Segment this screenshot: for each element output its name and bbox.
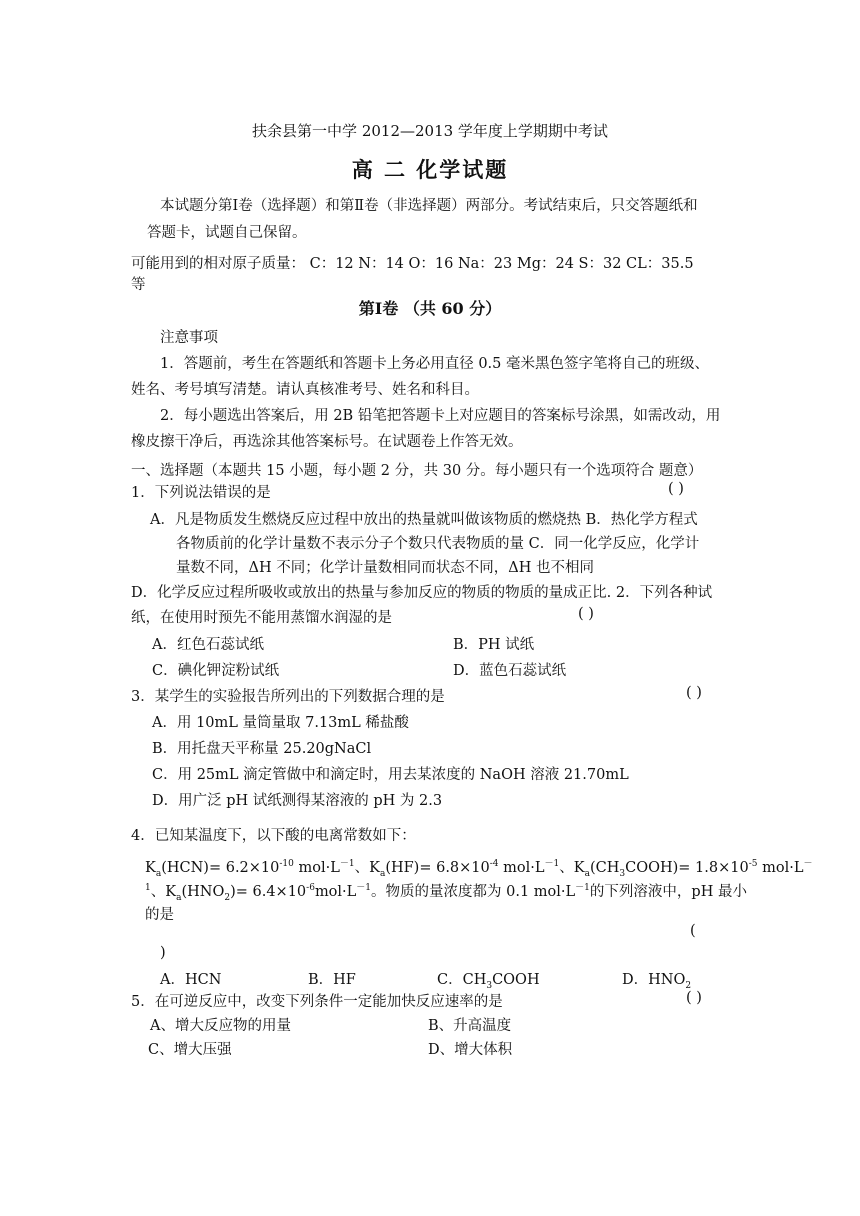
q3-option-d: D．用广泛 pH 试纸测得某溶液的 pH 为 2.3 [152, 793, 443, 809]
intro-line-2: 答题卡，试题自己保留。 [147, 225, 307, 241]
q1-answer-bracket: ( ) [668, 481, 684, 497]
q5-option-d: D、增大体积 [428, 1042, 513, 1058]
q5-option-c: C、增大压强 [148, 1042, 232, 1058]
q4-option-c: C．$CH_3COOH$ [437, 972, 540, 991]
q5-answer-bracket: ( ) [686, 990, 702, 1006]
q3-answer-bracket: ( ) [686, 685, 702, 701]
school-exam-title: 扶余县第一中学 2012—2013 学年度上学期期中考试 [252, 122, 608, 140]
q2-option-b: B．PH 试纸 [453, 637, 535, 653]
note-1-line-1: 1．答题前，考生在答题纸和答题卡上务必用直径 0.5 毫米黑色签字笔将自己的班级、 [160, 356, 710, 372]
q1-option-d-line: D．化学反应过程所吸收或放出的热量与参加反应的物质的物质的量成正比. 2．下列各种试 [131, 585, 713, 601]
q3-option-a: A．用 10mL 量筒量取 7.13mL 稀盐酸 [152, 715, 409, 731]
q2-answer-bracket: ( ) [578, 606, 594, 622]
q4-stem: 4．已知某温度下，以下酸的电离常数如下： [131, 828, 416, 844]
q5-option-a: A、增大反应物的用量 [150, 1018, 291, 1034]
q1-option-a-line-2: 各物质前的化学计量数不表示分子个数只代表物质的量 C．同一化学反应，化学计 [176, 536, 700, 552]
q4-option-b: B．HF [308, 972, 356, 988]
q4-ka-line-2: $^1$、$K_a(HNO_2)= 6.4\times 10^{-6}mol\cdot L^{-1}$。物质的量浓度都为 0.1 $mol\cdot L^{-1}$的下列溶液中，pH 最小 [145, 883, 747, 903]
note-1-line-2: 姓名、考号填写清楚。请认真核准考号、姓名和科目。 [131, 382, 479, 398]
q2-option-c: C．碘化钾淀粉试纸 [152, 663, 280, 679]
q4-bracket-close: ) [160, 945, 166, 961]
note-2-line-1: 2．每小题选出答案后，用 2B 铅笔把答题卡上对应题目的答案标号涂黑，如需改动，用 [160, 408, 721, 424]
atomic-masses-line-1: 可能用到的相对原子质量： C：12 N：14 O：16 Na：23 Mg：24 S：32 CL：35.5 [131, 256, 694, 272]
q5-stem: 5．在可逆反应中，改变下列条件一定能加快反应速率的是 [131, 994, 503, 1010]
note-2-line-2: 橡皮擦干净后，再选涂其他答案标号。在试题卷上作答无效。 [131, 434, 523, 450]
notes-heading: 注意事项 [160, 330, 218, 346]
q3-option-c: C．用 25mL 滴定管做中和滴定时，用去某浓度的 NaOH 溶液 21.70mL [152, 767, 629, 783]
q2-stem: 纸，在使用时预先不能用蒸馏水润湿的是 [131, 610, 392, 626]
q4-option-a: A．HCN [160, 972, 222, 988]
q4-bracket-open: ( [690, 923, 696, 939]
section-1-title: 第Ⅰ卷 （共 60 分） [358, 299, 502, 318]
atomic-masses-line-2: 等 [131, 277, 146, 293]
q2-option-d: D．蓝色石蕊试纸 [453, 663, 567, 679]
q1-stem: 1．下列说法错误的是 [131, 485, 271, 501]
q4-ka-line-1: $K_a(HCN)= 6.2\times 10^{-10}$ $mol\cdot L^{-1}$、$K_a(HF)= 6.8\times 10^{-4}$ $mol\cdot L^{-1}$、$K_a(CH_3COOH)= 1.8\times 10^{-5}$ mol·L－ [145, 859, 813, 879]
q2-option-a: A．红色石蕊试纸 [152, 637, 264, 653]
part-1-heading: 一、选择题（本题共 15 小题，每小题 2 分，共 30 分。每小题只有一个选项符合 题意） [131, 463, 703, 479]
exam-subject-title: 高 二 化学试题 [351, 157, 509, 182]
q3-stem: 3．某学生的实验报告所列出的下列数据合理的是 [131, 689, 445, 705]
q4-option-d: D．$HNO_2$ [622, 972, 692, 991]
q1-option-a-line-1: A．凡是物质发生燃烧反应过程中放出的热量就叫做该物质的燃烧热 B．热化学方程式 [150, 512, 698, 528]
q5-option-b: B、升高温度 [428, 1018, 512, 1034]
intro-line-1: 本试题分第Ⅰ卷（选择题）和第Ⅱ卷（非选择题）两部分。考试结束后，只交答题纸和 [160, 198, 698, 214]
q3-option-b: B．用托盘天平称量 25.20gNaCl [152, 741, 372, 757]
q4-stem-end: 的是 [145, 907, 174, 923]
q1-option-a-line-3: 量数不同，ΔH 不同；化学计量数相同而状态不同，ΔH 也不相同 [176, 560, 594, 576]
